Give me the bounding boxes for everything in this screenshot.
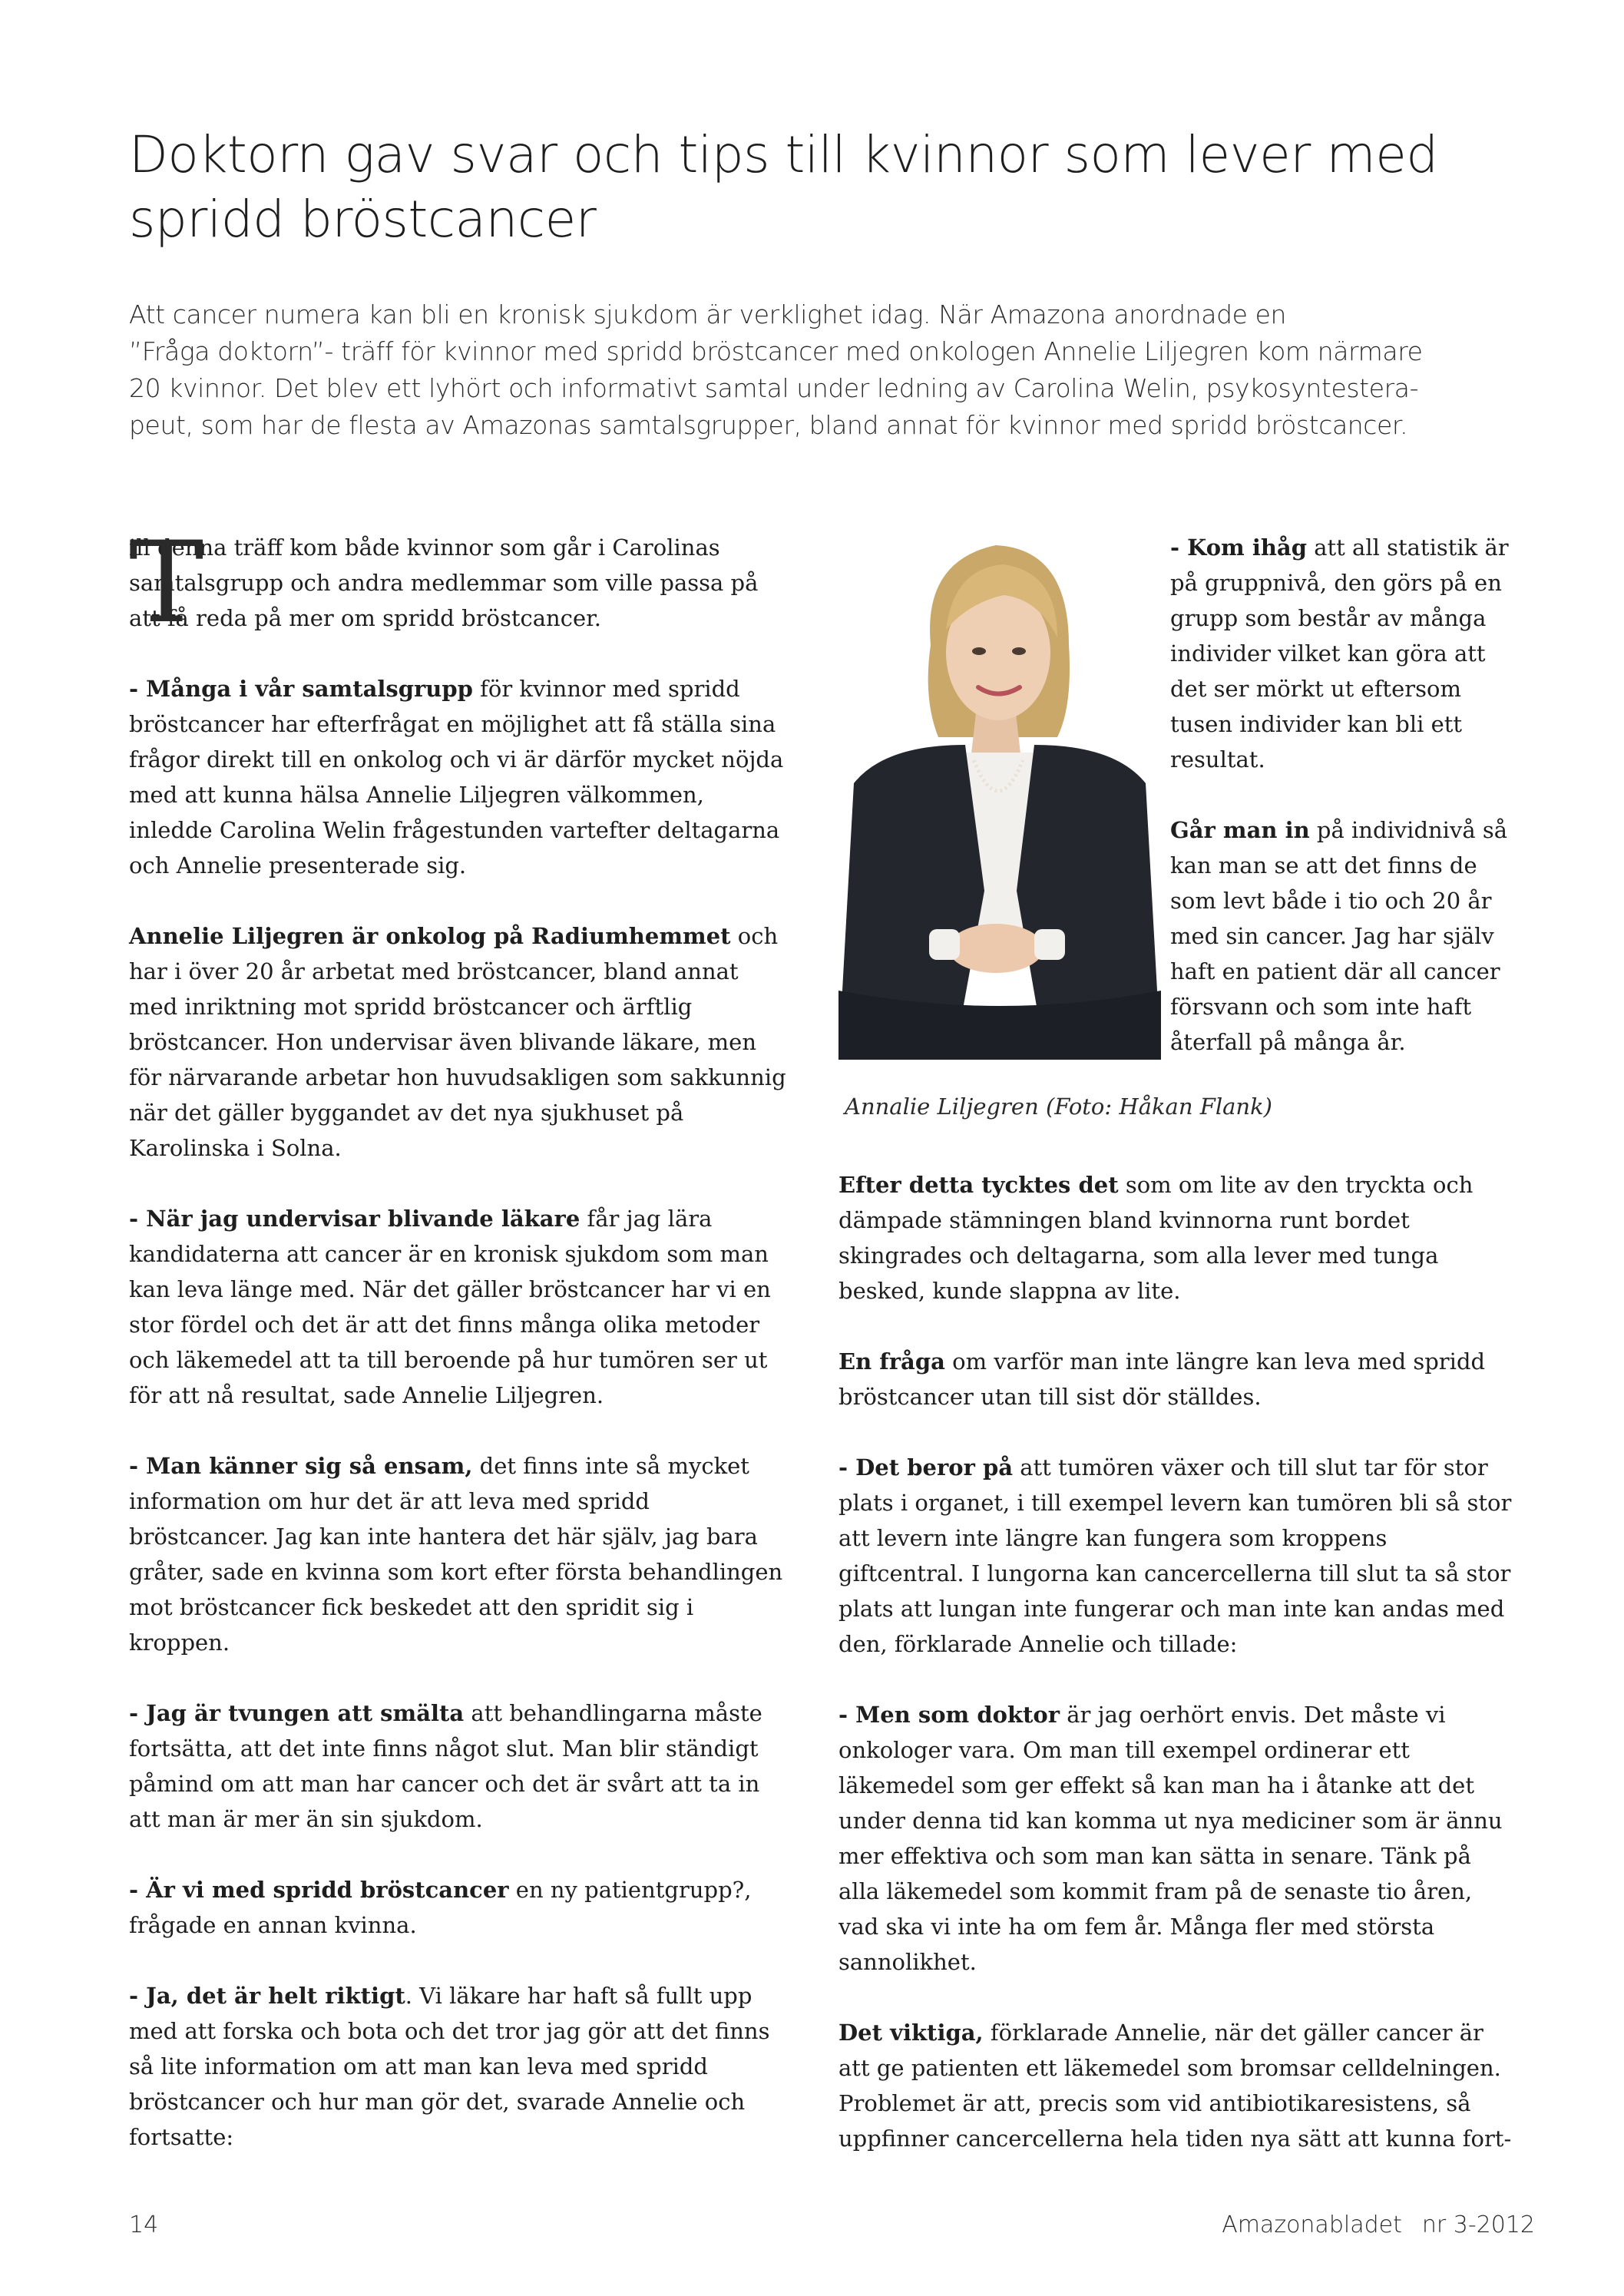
- issue-number: nr 3-2012: [1421, 2212, 1535, 2238]
- paragraph-lead: Går man in: [1170, 817, 1310, 843]
- ingress-line: 20 kvinnor. Det blev ett lyhört och informativt samtal under ledning av Carolina Welin, psykosyntestera-: [129, 373, 1419, 403]
- intro-paragraph: [129, 518, 789, 648]
- paragraph-lead: Det viktiga,: [838, 2020, 984, 2046]
- intro-text: ill denna träff kom både kvinnor som går i Carolinas samtalsgrupp och andra medlemmar som ville passa på att få reda på mer om spridd bröstcancer.: [129, 534, 759, 631]
- paragraph: [129, 671, 789, 883]
- paragraph-text: är jag oerhört envis. Det måste vi onkologer vara. Om man till exempel ordinerar ett läkemedel som ger effekt så kan man ha i åtanke att det under denna tid kan komma ut nya mediciner som är ännu mer effektiva och som man kan sätta in senare. Tänk på alla läkemedel som kommit fram på de senaste tio åren, vad ska vi inte ha om fem år. Många fler med största sannolikhet.: [838, 1702, 1503, 1975]
- ingress-line: Att cancer numera kan bli en kronisk sjukdom är verklighet idag. När Amazona anordnade en: [129, 299, 1287, 329]
- drop-cap: T: [129, 518, 204, 648]
- paragraph-text: att behandlingarna måste fortsätta, att det inte finns något slut. Man blir ständigt påmind om att man har cancer och det är svårt att ta in att man är mer än sin sjukdom.: [129, 1700, 762, 1832]
- paragraph: [129, 918, 789, 1166]
- paragraph-lead: Annelie Liljegren är onkolog på Radiumhemmet: [129, 923, 731, 949]
- paragraph-lead: - Men som doktor: [838, 1702, 1060, 1728]
- paragraph-text: att tumören växer och till slut tar för stor plats i organet, i till exempel levern kan tumören bli så stor att levern inte längre kan fungera som kroppens giftcentral. I lungorna kan cancercellerna till slut ta så stor plats att lungan inte fungerar och man inte kan andas med den, förklarade Annelie och tillade:: [838, 1454, 1512, 1657]
- page-number: 14: [129, 2212, 159, 2238]
- paragraph-lead: - När jag undervisar blivande läkare: [129, 1206, 580, 1232]
- portrait-photo: [838, 530, 1161, 1060]
- paragraph-text: förklarade Annelie, när det gäller cancer är att ge patienten ett läkemedel som bromsar celldelningen. Problemet är att, precis som vid antibiotikaresistens, så uppfinner cancercellerna hela tiden nya sätt att kunna fort-: [838, 2020, 1512, 2152]
- paragraph: [129, 1201, 789, 1413]
- paragraph: [1170, 530, 1523, 777]
- paragraph-text: . Vi läkare har haft så fullt upp med att forska och bota och det tror jag gör att det finns så lite information om att man kan leva med spridd bröstcancer och hur man gör det, svarade Annelie och fortsatte:: [129, 1983, 770, 2150]
- paragraph: [838, 1697, 1514, 1980]
- paragraph-text: om varför man inte längre kan leva med spridd bröstcancer utan till sist dör ställdes.: [838, 1348, 1486, 1410]
- paragraph-lead: Efter detta tycktes det: [838, 1172, 1119, 1198]
- paragraph: [1170, 812, 1523, 1060]
- paragraph-text: det finns inte så mycket information om hur det är att leva med spridd bröstcancer. Jag kan inte hantera det här själv, jag bara gråter, sade en kvinna som kort efter första behandlingen mot bröstcancer fick beskedet att den spridit sig i kroppen.: [129, 1453, 783, 1656]
- publication-name: Amazonabladet: [1222, 2212, 1402, 2238]
- ingress-line: peut, som har de flesta av Amazonas samtalsgrupper, bland annat för kvinnor med spridd bröstcancer.: [129, 410, 1408, 440]
- right-bottom-column: [838, 1167, 1514, 2192]
- paragraph: [129, 1978, 789, 2155]
- paragraph-text: och har i över 20 år arbetat med bröstcancer, bland annat med inriktning mot spridd bröstcancer och ärftlig bröstcancer. Hon undervisar även blivande läkare, men för närvarande arbetar hon huvudsakligen som sakkunnig när det gäller byggandet av det nya sjukhuset på Karolinska i Solna.: [129, 923, 786, 1161]
- headline-line-1: Doktorn gav svar och tips till kvinnor som lever med: [129, 125, 1438, 184]
- paragraph: [838, 2015, 1514, 2156]
- paragraph: [129, 1872, 789, 1943]
- paragraph-text: att all statistik är på gruppnivå, den görs på en grupp som består av många individer vilket kan göra att det ser mörkt ut eftersom tusen individer kan bli ett resultat.: [1170, 534, 1509, 773]
- paragraph-lead: - Kom ihåg: [1170, 534, 1307, 561]
- paragraph-lead: - Det beror på: [838, 1454, 1014, 1480]
- paragraph: [838, 1167, 1514, 1308]
- paragraph-text: på individnivå så kan man se att det finns de som levt både i tio och 20 år med sin cancer. Jag har själv haft en patient där all cancer försvann och som inte haft återfall på många år.: [1170, 817, 1508, 1055]
- article-ingress: [129, 296, 1542, 444]
- portrait-illustration: [838, 530, 1161, 1060]
- ingress-line: ”Fråga doktorn”- träff för kvinnor med spridd bröstcancer med onkologen Annelie Liljegren kom närmare: [129, 336, 1423, 366]
- paragraph-text: som om lite av den tryckta och dämpade stämningen bland kvinnorna runt bordet skingrades och deltagarna, som alla lever med tunga besked, kunde slappna av lite.: [838, 1172, 1474, 1304]
- article-headline: [129, 123, 1542, 252]
- publication-footer: [1222, 2212, 1535, 2238]
- paragraph-lead: - Många i vår samtalsgrupp: [129, 676, 473, 702]
- paragraph-text: för kvinnor med spridd bröstcancer har efterfrågat en möjlighet att få ställa sina frågor direkt till en onkolog och vi är därför mycket nöjda med att kunna hälsa Annelie Liljegren välkommen, inledde Carolina Welin frågestunden vartefter deltagarna och Annelie presenterade sig.: [129, 676, 784, 878]
- paragraph-text: får jag lära kandidaterna att cancer är en kronisk sjukdom som man kan leva länge med. När det gäller bröstcancer har vi en stor fördel och det är att det finns många olika metoder och läkemedel att ta till beroende på hur tumören ser ut för att nå resultat, sade Annelie Liljegren.: [129, 1206, 771, 1408]
- paragraph: [129, 1696, 789, 1837]
- paragraph-lead: - Man känner sig så ensam,: [129, 1453, 473, 1479]
- paragraph-lead: - Jag är tvungen att smälta: [129, 1700, 465, 1726]
- paragraph: [838, 1344, 1514, 1414]
- paragraph-lead: En fråga: [838, 1348, 945, 1375]
- paragraph: [129, 1448, 789, 1660]
- photo-caption: Annalie Liljegren (Foto: Håkan Flank): [845, 1093, 1272, 1120]
- paragraph-text: en ny patientgrupp?, frågade en annan kvinna.: [129, 1877, 752, 1938]
- paragraph-lead: - Är vi med spridd bröstcancer: [129, 1877, 509, 1903]
- paragraph: [838, 1450, 1514, 1662]
- paragraph-lead: - Ja, det är helt riktigt: [129, 1983, 405, 2009]
- left-column: [129, 518, 789, 2190]
- headline-line-2: spridd bröstcancer: [129, 190, 597, 249]
- right-top-column: [1170, 530, 1523, 1095]
